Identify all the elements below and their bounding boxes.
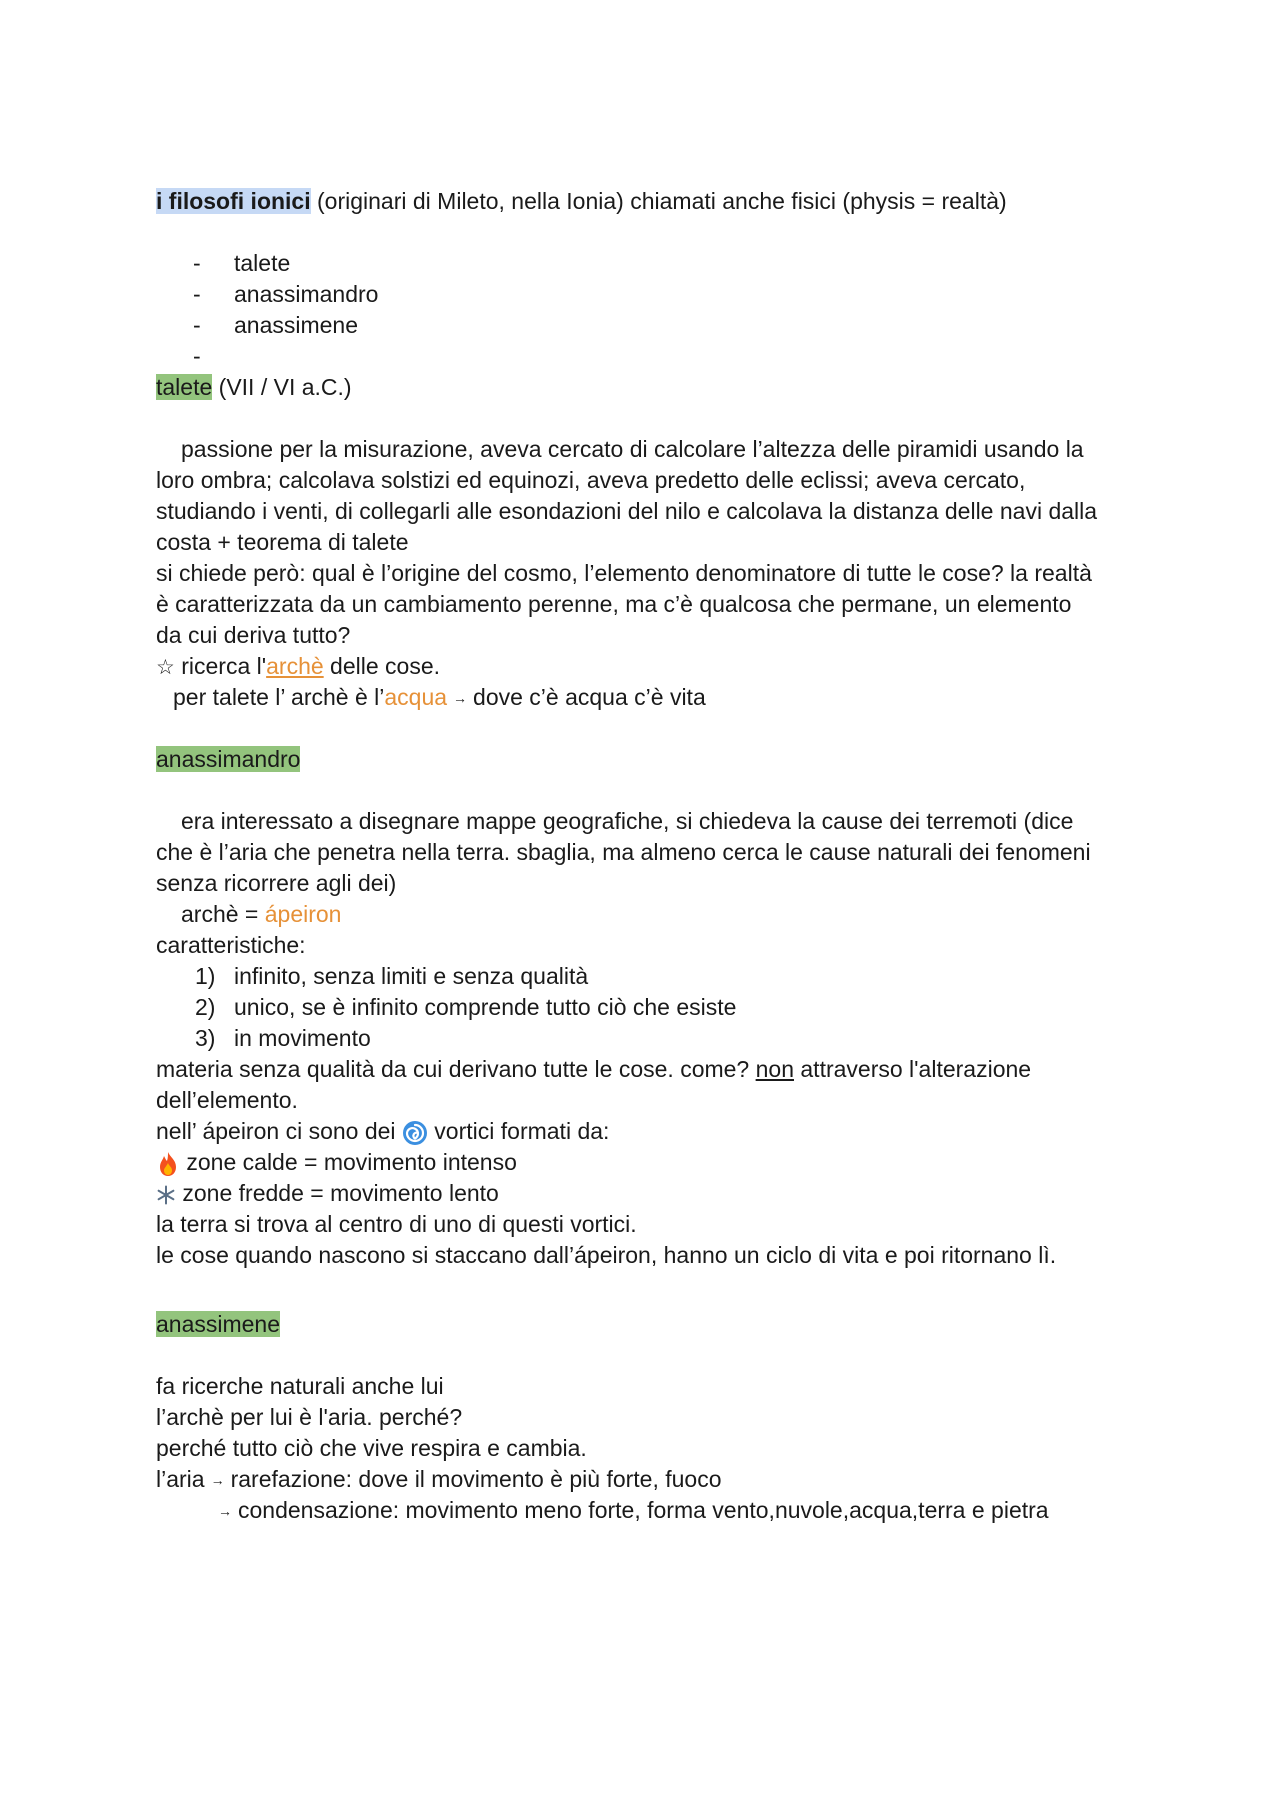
text: zone fredde = movimento lento: [176, 1180, 499, 1206]
paragraph-line: si chiede però: qual è l’origine del cosmo, l’elemento denominatore di tutte le cose? la realtà: [156, 560, 1092, 586]
section-heading-talete: [156, 372, 352, 403]
fire-icon: [156, 1151, 180, 1177]
arrow-right-icon: →: [218, 1503, 232, 1520]
text: materia senza qualità da cui derivano tutte le cose. come?: [156, 1056, 756, 1082]
paragraph-line: l’archè per lui è l'aria. perché?: [156, 1404, 463, 1430]
paragraph-line: che è l’aria che penetra nella terra. sbaglia, ma almeno cerca le cause naturali dei fenomeni: [156, 839, 1091, 865]
paragraph-line: le cose quando nascono si staccano dall’ápeiron, hanno un ciclo di vita e poi ritornano lì.: [156, 1242, 1057, 1268]
list-item: talete: [234, 250, 291, 276]
text: dove c’è acqua c’è vita: [473, 684, 706, 710]
apeiron-word: ápeiron: [264, 901, 342, 927]
arrow-right-icon: →: [210, 1472, 225, 1489]
paragraph-line: costa + teorema di talete: [156, 529, 409, 555]
list-dash: -: [193, 281, 201, 307]
text: rarefazione: dove il movimento è più forte, fuoco: [230, 1466, 722, 1492]
paragraph-line: loro ombra; calcolava solstizi ed equinozi, aveva predetto delle eclissi; aveva cercato,: [156, 467, 1026, 493]
text: zone calde = movimento intenso: [180, 1149, 517, 1175]
list-item: anassimandro: [234, 281, 379, 307]
underlined-word: non: [755, 1056, 794, 1082]
paragraph-line: da cui deriva tutto?: [156, 622, 351, 648]
section-heading-anassimene: [156, 1309, 280, 1340]
paragraph-line: studiando i venti, di collegarli alle esondazioni del nilo e calcolava la distanza delle navi dalla: [156, 498, 1098, 524]
text: per talete l’ archè è l’: [173, 684, 385, 710]
text: archè =: [181, 901, 265, 927]
list-dash: -: [193, 312, 201, 338]
list-number: 3): [195, 1025, 216, 1051]
paragraph-line: dell’elemento.: [156, 1087, 298, 1113]
heading-rest: (VII / VI a.C.): [212, 374, 352, 400]
paragraph-line: caratteristiche:: [156, 932, 306, 958]
list-item: infinito, senza limiti e senza qualità: [234, 963, 589, 989]
acqua-word: acqua: [384, 684, 448, 710]
paragraph-line: perché tutto ciò che vive respira e cambia.: [156, 1435, 587, 1461]
list-item: in movimento: [234, 1025, 371, 1051]
text: ricerca l': [174, 653, 267, 679]
text: l’aria: [156, 1466, 205, 1492]
text: attraverso l'alterazione: [794, 1056, 1032, 1082]
list-number: 1): [195, 963, 216, 989]
paragraph-line: è caratterizzata da un cambiamento perenne, ma c’è qualcosa che permane, un elemento: [156, 591, 1072, 617]
heading-highlight: talete: [156, 374, 213, 400]
text: vortici formati da:: [427, 1118, 610, 1144]
list-item: anassimene: [234, 312, 359, 338]
heading-highlight: anassimandro: [156, 746, 301, 772]
paragraph-line: fa ricerche naturali anche lui: [156, 1373, 444, 1399]
vortex-line: [156, 1116, 609, 1147]
rarefaction-line: [156, 1464, 722, 1495]
heading-highlight: anassimene: [156, 1311, 281, 1337]
intro-text: (originari di Mileto, nella Ionia) chiamati anche fisici (physis = realtà): [310, 188, 1007, 214]
star-icon: ☆: [156, 656, 175, 679]
paragraph-line: la terra si trova al centro di uno di questi vortici.: [156, 1211, 637, 1237]
text: nell’ ápeiron ci sono dei: [156, 1118, 402, 1144]
list-item: unico, se è infinito comprende tutto ciò che esiste: [234, 994, 737, 1020]
arrow-right-icon: →: [453, 690, 468, 707]
paragraph-line: era interessato a disegnare mappe geografiche, si chiedeva la cause dei terremoti (dice: [181, 808, 1074, 834]
paragraph-line: passione per la misurazione, aveva cercato di calcolare l’altezza delle piramidi usando la: [181, 436, 1084, 462]
acqua-line: [173, 682, 706, 713]
text: condensazione: movimento meno forte, forma vento,nuvole,acqua,terra e pietra: [238, 1497, 1049, 1523]
arche-line: [181, 899, 341, 930]
cold-zone-line: [156, 1178, 499, 1209]
paragraph-line: [156, 1054, 1031, 1085]
list-number: 2): [195, 994, 216, 1020]
arche-line: [156, 651, 440, 682]
snowflake-icon: [156, 1185, 176, 1205]
section-heading-anassimandro: [156, 744, 300, 775]
hot-zone-line: [156, 1147, 517, 1178]
condensation-line: [212, 1495, 1049, 1526]
list-dash: -: [193, 343, 201, 369]
intro-title: i filosofi ionici: [156, 188, 311, 214]
paragraph-line: senza ricorrere agli dei): [156, 870, 397, 896]
text: delle cose.: [323, 653, 441, 679]
list-dash: -: [193, 250, 201, 276]
intro-line: [156, 186, 1007, 217]
cyclone-icon: [402, 1120, 428, 1146]
arche-link[interactable]: archè: [266, 653, 324, 679]
